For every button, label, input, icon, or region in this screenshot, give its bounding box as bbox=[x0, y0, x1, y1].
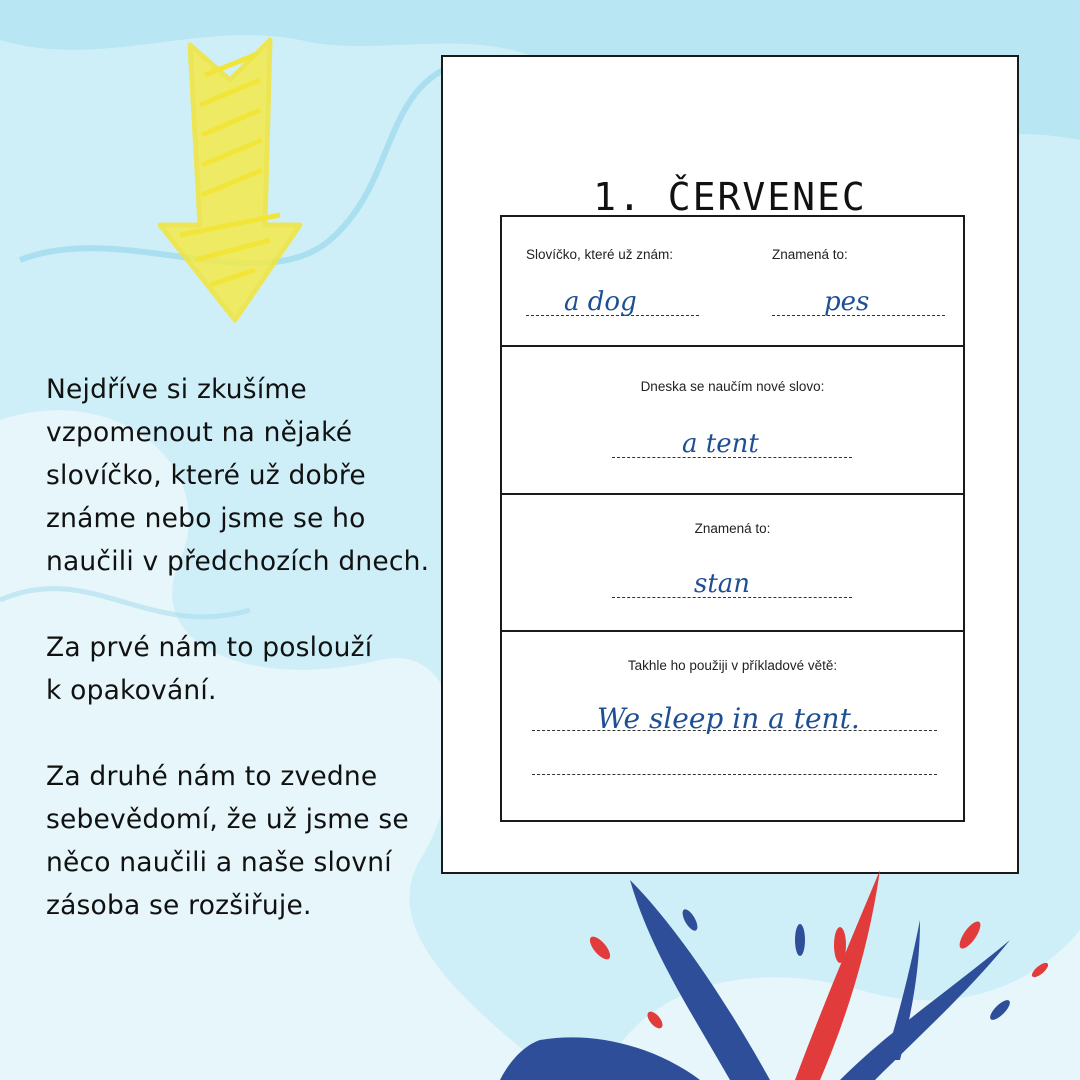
text-line: slovíčko, které už dobře bbox=[46, 460, 366, 491]
sentence-label: Takhle ho použiji v příkladové větě: bbox=[627, 658, 838, 673]
new-word-label: Dneska se naučím nové slovo: bbox=[640, 379, 825, 394]
splash-decoration bbox=[480, 860, 1080, 1080]
explanation-paragraph-2 bbox=[46, 626, 441, 712]
text-line: vzpomenout na nějaké bbox=[46, 417, 353, 448]
text-line: sebevědomí, že už jsme se bbox=[46, 804, 409, 835]
sentence-row bbox=[502, 630, 963, 820]
text-line: Za prvé nám to poslouží bbox=[46, 632, 373, 663]
text-line: zásoba se rozšiřuje. bbox=[46, 890, 312, 921]
new-word-row bbox=[502, 345, 963, 493]
known-word-label: Slovíčko, které už znám: bbox=[526, 247, 674, 262]
text-line: naučili v předchozích dnech. bbox=[46, 546, 430, 577]
sentence-line-2 bbox=[532, 774, 937, 775]
meaning-label: Znamená to: bbox=[772, 247, 848, 262]
worksheet-table bbox=[500, 215, 965, 822]
text-line: Nejdříve si zkušíme bbox=[46, 374, 307, 405]
text-line: známe nebo jsme se ho bbox=[46, 503, 366, 534]
explanation-paragraph-1 bbox=[46, 368, 441, 583]
worksheet bbox=[441, 55, 1019, 874]
meaning-value: pes bbox=[824, 287, 870, 317]
known-word-row bbox=[502, 217, 963, 345]
text-line: Za druhé nám to zvedne bbox=[46, 761, 378, 792]
sentence-value: We sleep in a tent. bbox=[597, 702, 860, 735]
worksheet-title: 1. ČERVENEC bbox=[593, 175, 867, 219]
text-line: něco naučili a naše slovní bbox=[46, 847, 392, 878]
new-meaning-value: stan bbox=[694, 569, 751, 599]
explanation-text bbox=[46, 368, 441, 970]
down-arrow-icon bbox=[150, 35, 310, 325]
new-meaning-row bbox=[502, 493, 963, 630]
explanation-paragraph-3 bbox=[46, 755, 441, 927]
new-word-value: a tent bbox=[682, 429, 759, 459]
text-line: k opakování. bbox=[46, 675, 217, 706]
known-word-value: a dog bbox=[564, 287, 637, 317]
new-meaning-label: Znamená to: bbox=[694, 521, 771, 536]
